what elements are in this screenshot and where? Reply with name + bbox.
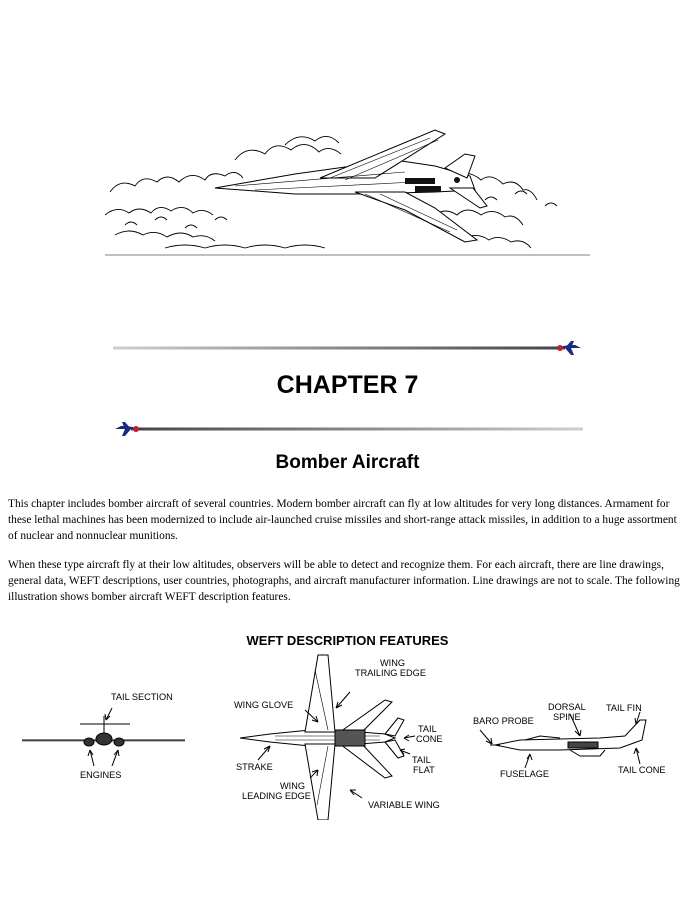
label-fuselage: FUSELAGE	[500, 769, 550, 779]
top-divider-rule	[113, 341, 583, 355]
label-variable-wing: VARIABLE WING	[368, 800, 440, 810]
jet-icon	[115, 422, 143, 436]
label-tail-section: TAIL SECTION	[111, 692, 173, 702]
label-tail-fin: TAIL FIN	[606, 703, 642, 713]
label-wing-trailing-edge-2: TRAILING EDGE	[355, 668, 426, 678]
label-tail-cone-2: CONE	[416, 734, 443, 744]
label-wing-trailing-edge-1: WING	[380, 658, 406, 668]
label-engines: ENGINES	[80, 770, 122, 780]
label-wing-glove: WING GLOVE	[234, 700, 294, 710]
bottom-divider-rule	[113, 422, 583, 436]
label-wing-leading-edge-1: WING	[280, 781, 306, 791]
chapter-title: CHAPTER 7	[276, 371, 419, 399]
bomber-hero-illustration	[105, 120, 590, 260]
front-view-drawing	[22, 708, 185, 766]
label-dorsal-spine-1: DORSAL	[548, 702, 586, 712]
label-strake: STRAKE	[236, 762, 273, 772]
label-tail-cone-side: TAIL CONE	[618, 765, 666, 775]
label-wing-leading-edge-2: LEADING EDGE	[242, 791, 311, 801]
chapter-subtitle: Bomber Aircraft	[275, 452, 420, 473]
intro-paragraph: This chapter includes bomber aircraft of several countries. Modern bomber aircraft can fly at low altitudes for very long distances. Armament for these lethal machines has been modernized to include air-launched cruise missiles and short-range attack missiles, in addition to a huge assortment of nuclear and nonnuclear munitions.	[8, 498, 677, 542]
label-tail-flat-1: TAIL	[412, 755, 431, 765]
weft-diagram-title: WEFT DESCRIPTION FEATURES	[246, 633, 449, 648]
jet-icon	[553, 341, 581, 355]
label-baro-probe: BARO PROBE	[473, 716, 534, 726]
label-dorsal-spine-2: SPINE	[553, 712, 581, 722]
weft-diagram	[0, 650, 695, 820]
label-tail-cone-1: TAIL	[418, 724, 437, 734]
weft-intro-paragraph: When these type aircraft fly at their low altitudes, observers will be able to detect and recognize them. For each aircraft, there are line drawings, general data, WEFT descriptions, user countries, photographs, and aircraft manufacturer information. Line drawings are not to scale. The following illustration shows bomber aircraft WEFT description features.	[8, 559, 680, 603]
label-tail-flat-2: FLAT	[413, 765, 435, 775]
